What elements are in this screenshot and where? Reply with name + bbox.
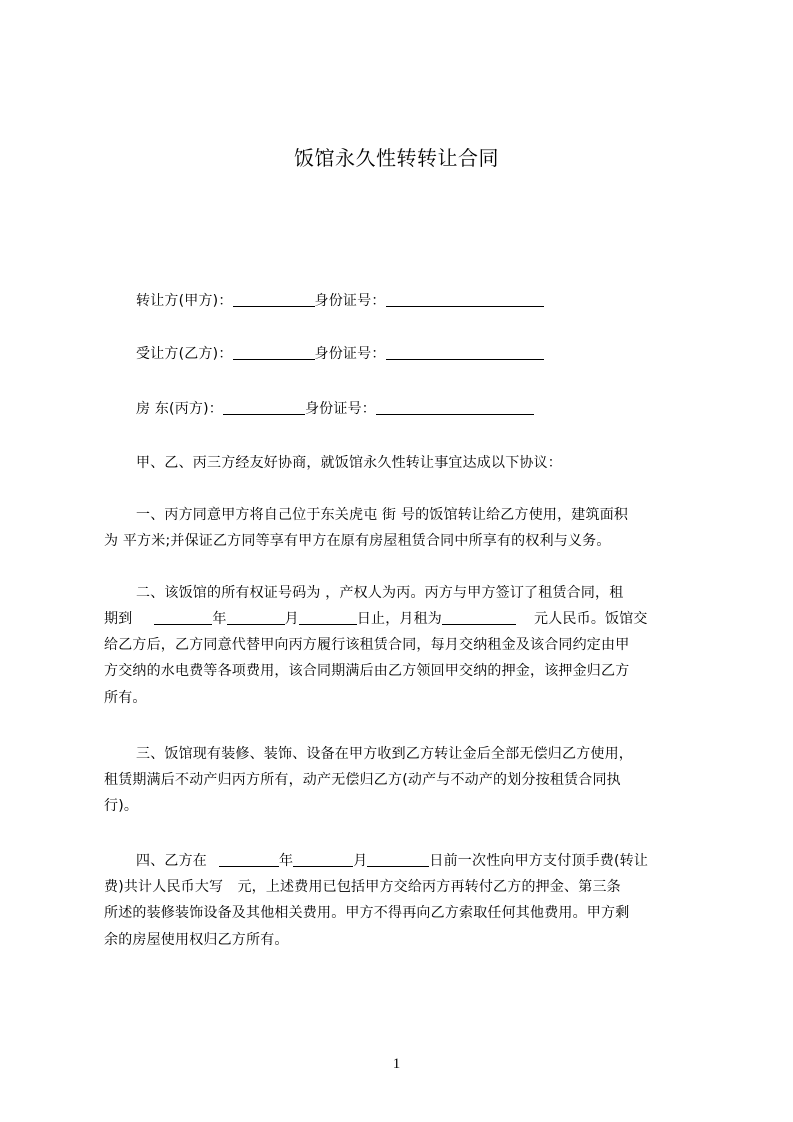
party-b-name-blank xyxy=(233,345,315,360)
clause3-line2: 租赁期满后不动产归丙方所有，动产无偿归乙方(动产与不动产的划分按租赁合同执 xyxy=(104,772,621,788)
clause4-line4: 余的房屋使用权归乙方所有。 xyxy=(104,932,289,948)
document-title: 饭馆永久性转转让合同 xyxy=(294,146,499,170)
party-a-label: 转让方(甲方)： xyxy=(136,293,233,309)
clause2-line4: 方交纳的水电费等各项费用，该合同期满后由乙方领回甲交纳的押金，该押金归乙方 xyxy=(104,663,630,679)
clause2-rent-label: 日止，月租为 xyxy=(356,611,443,627)
party-a-line xyxy=(104,289,732,313)
clause2-rent-blank xyxy=(442,610,516,625)
page-number: 1 xyxy=(392,1056,401,1072)
clause1-line2: 为 平方米;并保证乙方同等享有甲方在原有房屋租赁合同中所享有的权利与义务。 xyxy=(104,533,611,549)
clause2-line3: 给乙方后，乙方同意代替甲向丙方履行该租赁合同，每月交纳租金及该合同约定由甲 xyxy=(104,637,630,653)
clause2-line5: 所有。 xyxy=(104,690,147,706)
party-a-id-blank xyxy=(386,292,544,307)
clause3-line3: 行)。 xyxy=(104,798,139,814)
party-a-id-label: 身份证号： xyxy=(314,293,386,309)
clause3-line1: 三、饭馆现有装修、装饰、设备在甲方收到乙方转让金后全部无偿归乙方使用， xyxy=(136,746,633,762)
clause2-month-label: 月 xyxy=(284,611,299,627)
clause2-line2 xyxy=(104,607,700,631)
clause4-year-blank xyxy=(219,852,279,867)
clause1-line1: 一、丙方同意甲方将自己位于东关虎屯 街 号的饭馆转让给乙方使用，建筑面积 xyxy=(136,507,629,523)
intro-paragraph: 甲、乙、丙三方经友好协商，就饭馆永久性转让事宜达成以下协议： xyxy=(136,455,562,471)
clause2-line1: 二、该饭馆的所有权证号码为 ，产权人为丙。丙方与甲方签订了租赁合同，租 xyxy=(136,585,624,601)
clause2-day-blank xyxy=(299,610,357,625)
clause4-month-blank xyxy=(293,852,353,867)
party-c-name-blank xyxy=(223,400,305,415)
clause4-day-blank xyxy=(367,852,429,867)
clause2-year-label: 年 xyxy=(212,611,227,627)
clause4-payment-text: 日前一次性向甲方支付顶手费(转让 xyxy=(429,853,649,869)
clause4-line1 xyxy=(104,849,732,873)
party-b-label: 受让方(乙方)： xyxy=(136,346,233,362)
party-c-label: 房 东(丙方)： xyxy=(136,401,223,417)
clause2-year-blank xyxy=(154,610,212,625)
party-c-id-blank xyxy=(376,400,534,415)
party-b-id-label: 身份证号： xyxy=(314,346,386,362)
party-a-name-blank xyxy=(233,292,315,307)
clause2-term-label: 期到 xyxy=(104,611,133,627)
party-c-id-label: 身份证号： xyxy=(304,401,376,417)
party-b-id-blank xyxy=(386,345,544,360)
clause2-month-blank xyxy=(227,610,285,625)
clause2-rent-unit: 元人民币。饭馆交 xyxy=(534,611,648,627)
clause4-year-label: 年 xyxy=(279,853,294,869)
clause4-month-label: 月 xyxy=(353,853,368,869)
clause4-line3: 所述的装修装饰设备及其他相关费用。甲方不得再向乙方索取任何其他费用。甲方剩 xyxy=(104,905,630,921)
party-c-line xyxy=(104,397,732,421)
clause4-line2: 费)共计人民币大写 元，上述费用已包括甲方交给丙方再转付乙方的押金、第三条 xyxy=(104,879,621,895)
clause4-party-label: 四、乙方在 xyxy=(136,853,207,869)
party-b-line xyxy=(104,342,732,366)
